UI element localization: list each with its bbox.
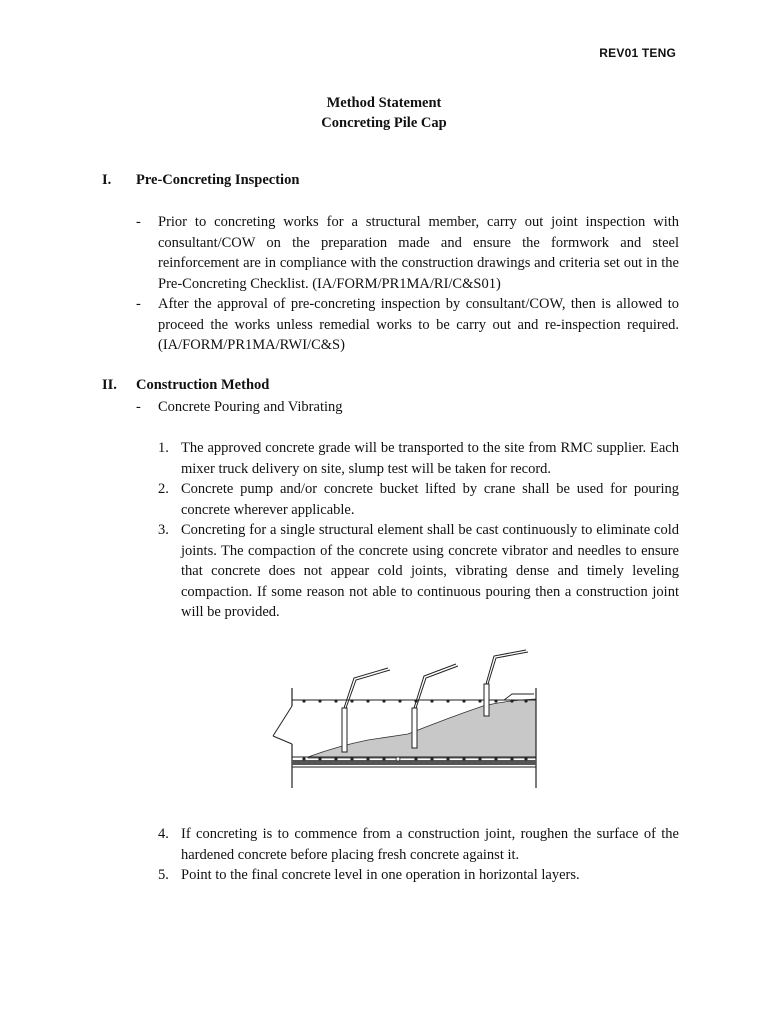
title-line-2: Concreting Pile Cap (321, 115, 447, 131)
bullet-text: Prior to concreting works for a structural member, carry out joint inspection with consultant/COW on the preparation made and ensure the formwork and steel reinforcement are in compliance with the construction drawings and criteria set out in the Pre-Concreting Checklist. (IA/FORM/PR1MA/RI/C&S01) (158, 214, 679, 292)
revision-label: REV01 TENG (599, 46, 676, 60)
document-title (0, 93, 768, 133)
section-1-heading (102, 172, 299, 189)
steps-list (158, 438, 679, 623)
section-2-subheading: - Concrete Pouring and Vibrating (136, 397, 679, 418)
bullet-text: After the approval of pre-concreting inspection by consultant/COW, then is allowed to proceed the works unless remedial works to be carry out and re-inspection required. (IA/FORM/PR1MA/RWI/C&S) (158, 296, 679, 353)
bullet-item: - After the approval of pre-concreting inspection by consultant/COW, then is allowed to proceed the works unless remedial works to be carry out and re-inspection required. (IA/FORM/PR1MA/RWI/C&S) (136, 294, 679, 356)
steps-list-continued (158, 824, 679, 886)
list-item: 1. The approved concrete grade will be transported to the site from RMC supplier. Each mixer truck delivery on site, slump test will be taken for record. (158, 440, 679, 477)
list-item: 2. Concrete pump and/or concrete bucket lifted by crane shall be used for pouring concrete wherever applicable. (158, 481, 679, 518)
list-item: 4. If concreting is to commence from a construction joint, roughen the surface of the hardened concrete before placing fresh concrete against it. (158, 826, 679, 863)
bullet-item: - Prior to concreting works for a structural member, carry out joint inspection with consultant/COW on the preparation made and ensure the formwork and steel reinforcement are in compliance with the construction drawings and criteria set out in the Pre-Concreting Checklist. (IA/FORM/PR1MA/RI/C&S01) (136, 212, 679, 294)
base-slab (292, 760, 536, 765)
section-1-bullets (136, 212, 679, 356)
title-line-1: Method Statement (326, 95, 442, 111)
section-1-title: Pre-Concreting Inspection (136, 172, 300, 188)
concrete-vibrating-diagram (268, 648, 548, 790)
section-2-number: II. (102, 377, 117, 393)
section-2-title: Construction Method (136, 377, 270, 393)
subheading-text: Concrete Pouring and Vibrating (158, 399, 343, 415)
section-1-number: I. (102, 172, 112, 188)
list-item: 3. Concreting for a single structural element shall be cast continuously to eliminate cold joints. The compaction of the concrete using concrete vibrator and needles to ensure that concrete does not appear cold joints, vibrating dense and timely leveling compaction. If some reason not able to continuous pouring then a construction joint will be provided. (158, 522, 679, 620)
section-2-heading (102, 377, 269, 394)
list-item: 5. Point to the final concrete level in one operation in horizontal layers. (158, 867, 580, 883)
